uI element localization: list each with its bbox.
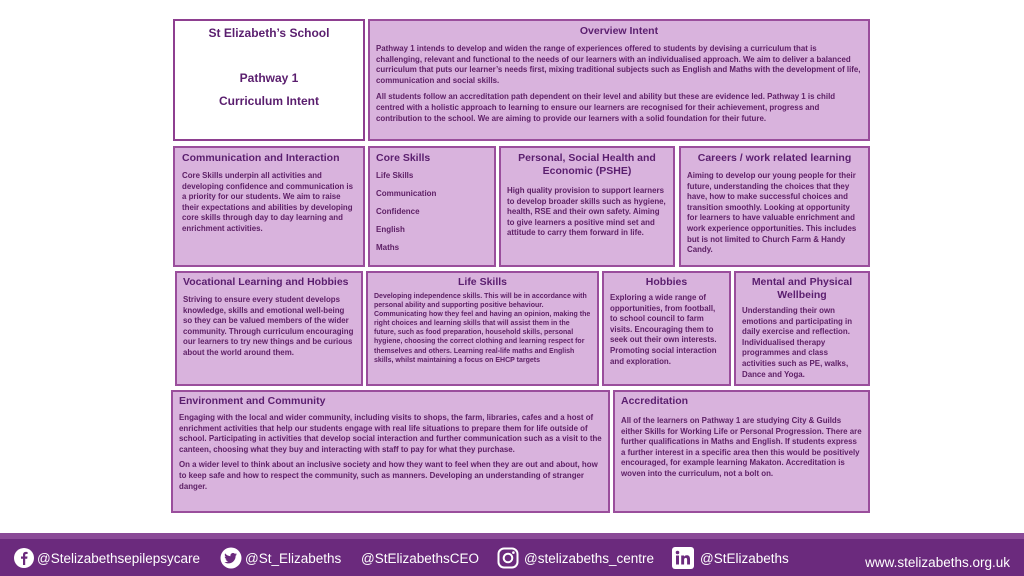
- wellbeing-title: Mental and Physical Wellbeing: [751, 276, 853, 301]
- core-skills-box: [368, 146, 496, 267]
- overview-paragraph-1: Pathway 1 intends to develop and widen the range of experiences offered to students by devising a curriculum that is challenging, relevant and functional to the needs of our learners with an individualised approach. We aim to deliver a balanced curriculum that puts our learner’s needs first, mixing traditional subjects such as English and Maths with the development of life, communication and social skills.: [376, 44, 861, 85]
- life-skills-title: Life Skills: [457, 276, 508, 288]
- linkedin-handle[interactable]: @StElizabeths: [700, 551, 789, 566]
- overview-intent-box: [368, 19, 870, 141]
- footer-strip: [0, 533, 1024, 539]
- instagram-icon[interactable]: [497, 547, 519, 569]
- environment-paragraph-2: On a wider level to think about an inclusive society and how they want to feel when they are out and about, how to keep safe and how to respect the community, such as manners. Developing an understanding of stranger danger.: [179, 460, 598, 491]
- careers-body: Aiming to develop our young people for their future, understanding the choices that they have, how to make successful choices and transition smoothly. Looking at opportunity for learners to have valuable enrichment and work experience opportunities. This includes but is not limited to Church Farm & Handy Candy.: [687, 171, 857, 255]
- curriculum-intent-label: Curriculum Intent: [218, 94, 319, 108]
- careers-title: Careers / work related learning: [697, 152, 852, 164]
- life-skills-body: Developing independence skills. This will be in accordance with personal ability and supporting positive behaviour. Communicating how they feel and having an opinion, making the right choices and learning skills that will assist them in the future, such as food preparation, household skills, personal hygiene, choosing the correct clothing and learning respect for themselves and others. Learning real-life maths and English skills, whilst maintaining a focus on EHCP targets: [374, 293, 591, 364]
- accreditation-body: All of the learners on Pathway 1 are studying City & Guilds either Skills for Working Life or Personal Progression. There are further qualifications in Maths and English. If students express a further interest in a specific area then this would be positively encouraged, for example learning Makaton. Accreditation is woven into the curriculum, not a bolt on.: [621, 416, 862, 478]
- twitter-handle-ceo[interactable]: @StElizabethsCEO: [361, 551, 479, 566]
- core-skill-item: Communication: [376, 189, 437, 198]
- hobbies-title: Hobbies: [645, 276, 688, 288]
- pshe-title: Personal, Social Health and Economic (PSHE): [518, 152, 656, 177]
- core-skills-title: Core Skills: [376, 152, 431, 164]
- twitter-handle[interactable]: @St_Elizabeths: [245, 551, 342, 566]
- accreditation-box: [613, 390, 870, 513]
- communication-body: Core Skills underpin all activities and developing confidence and communication is a priority for our students. We aim to raise their expectations and abilities by developing core skills through day to day learning and enrichment activities.: [182, 171, 353, 233]
- instagram-handle[interactable]: @stelizabeths_centre: [524, 551, 655, 566]
- careers-box: [679, 146, 870, 267]
- hobbies-box: [602, 271, 731, 386]
- vocational-title: Vocational Learning and Hobbies: [183, 276, 349, 288]
- overview-paragraph-2: All students follow an accreditation path dependent on their level and ability but these are evidence led. Pathway 1 is child centred with a holistic approach to learning to ensure our learners are recognised for their achievement, progress and contribution to the school. We are aiming to provide our learners with a solid foundation for their future.: [376, 92, 836, 123]
- core-skill-item: English: [376, 225, 405, 234]
- core-skill-item: Life Skills: [376, 171, 414, 180]
- core-skill-item: Maths: [376, 243, 400, 252]
- environment-paragraph-1: Engaging with the local and wider community, including visits to shops, the farm, libraries, cafes and a host of enrichment activities that help our students engage with real life situations to prepare them for life outside of school. Participating in activities that develop social interaction and further communication such as a visit to the canteen, choosing what they buy and interacting with staff to pay for what they purchase.: [179, 413, 602, 454]
- school-title-box: [173, 19, 365, 141]
- pshe-body: High quality provision to support learners to develop broader skills such as hygiene, health, RSE and their own safety. Aiming to give learners a positive mind set and attitude to carry them forward in life.: [507, 186, 666, 238]
- environment-box: [171, 390, 610, 513]
- vocational-box: [175, 271, 363, 386]
- linkedin-icon[interactable]: [672, 547, 694, 569]
- facebook-handle[interactable]: @Stelizabethsepilepsycare: [37, 551, 201, 566]
- life-skills-box: [366, 271, 599, 386]
- pathway-label: Pathway 1: [239, 71, 299, 85]
- school-name: St Elizabeth’s School: [208, 26, 330, 40]
- website-link[interactable]: www.stelizabeths.org.uk: [865, 555, 1010, 570]
- overview-title: Overview Intent: [579, 25, 659, 37]
- wellbeing-box: [734, 271, 870, 386]
- accreditation-title: Accreditation: [621, 395, 689, 407]
- twitter-icon[interactable]: [220, 547, 242, 569]
- environment-title: Environment and Community: [179, 395, 326, 407]
- hobbies-body: Exploring a wide range of opportunities, from football, to school council to farm visits. Encouraging them to seek out their own interests. Promoting social interaction and exploration.: [610, 293, 717, 366]
- vocational-body: Striving to ensure every student develops knowledge, skills and emotional well-being so they can be valued members of the wider community. Through curriculum encouraging our learners to try new things and be curious about the world around them.: [183, 295, 354, 357]
- communication-title: Communication and Interaction: [182, 152, 340, 164]
- communication-box: [173, 146, 365, 267]
- wellbeing-body: Understanding their own emotions and participating in daily exercise and reflection. Individualised therapy programmes and class activities such as PE, walks, Dance and Yoga.: [742, 306, 853, 379]
- pshe-box: [499, 146, 675, 267]
- core-skill-item: Confidence: [376, 207, 420, 216]
- facebook-icon[interactable]: [13, 547, 35, 569]
